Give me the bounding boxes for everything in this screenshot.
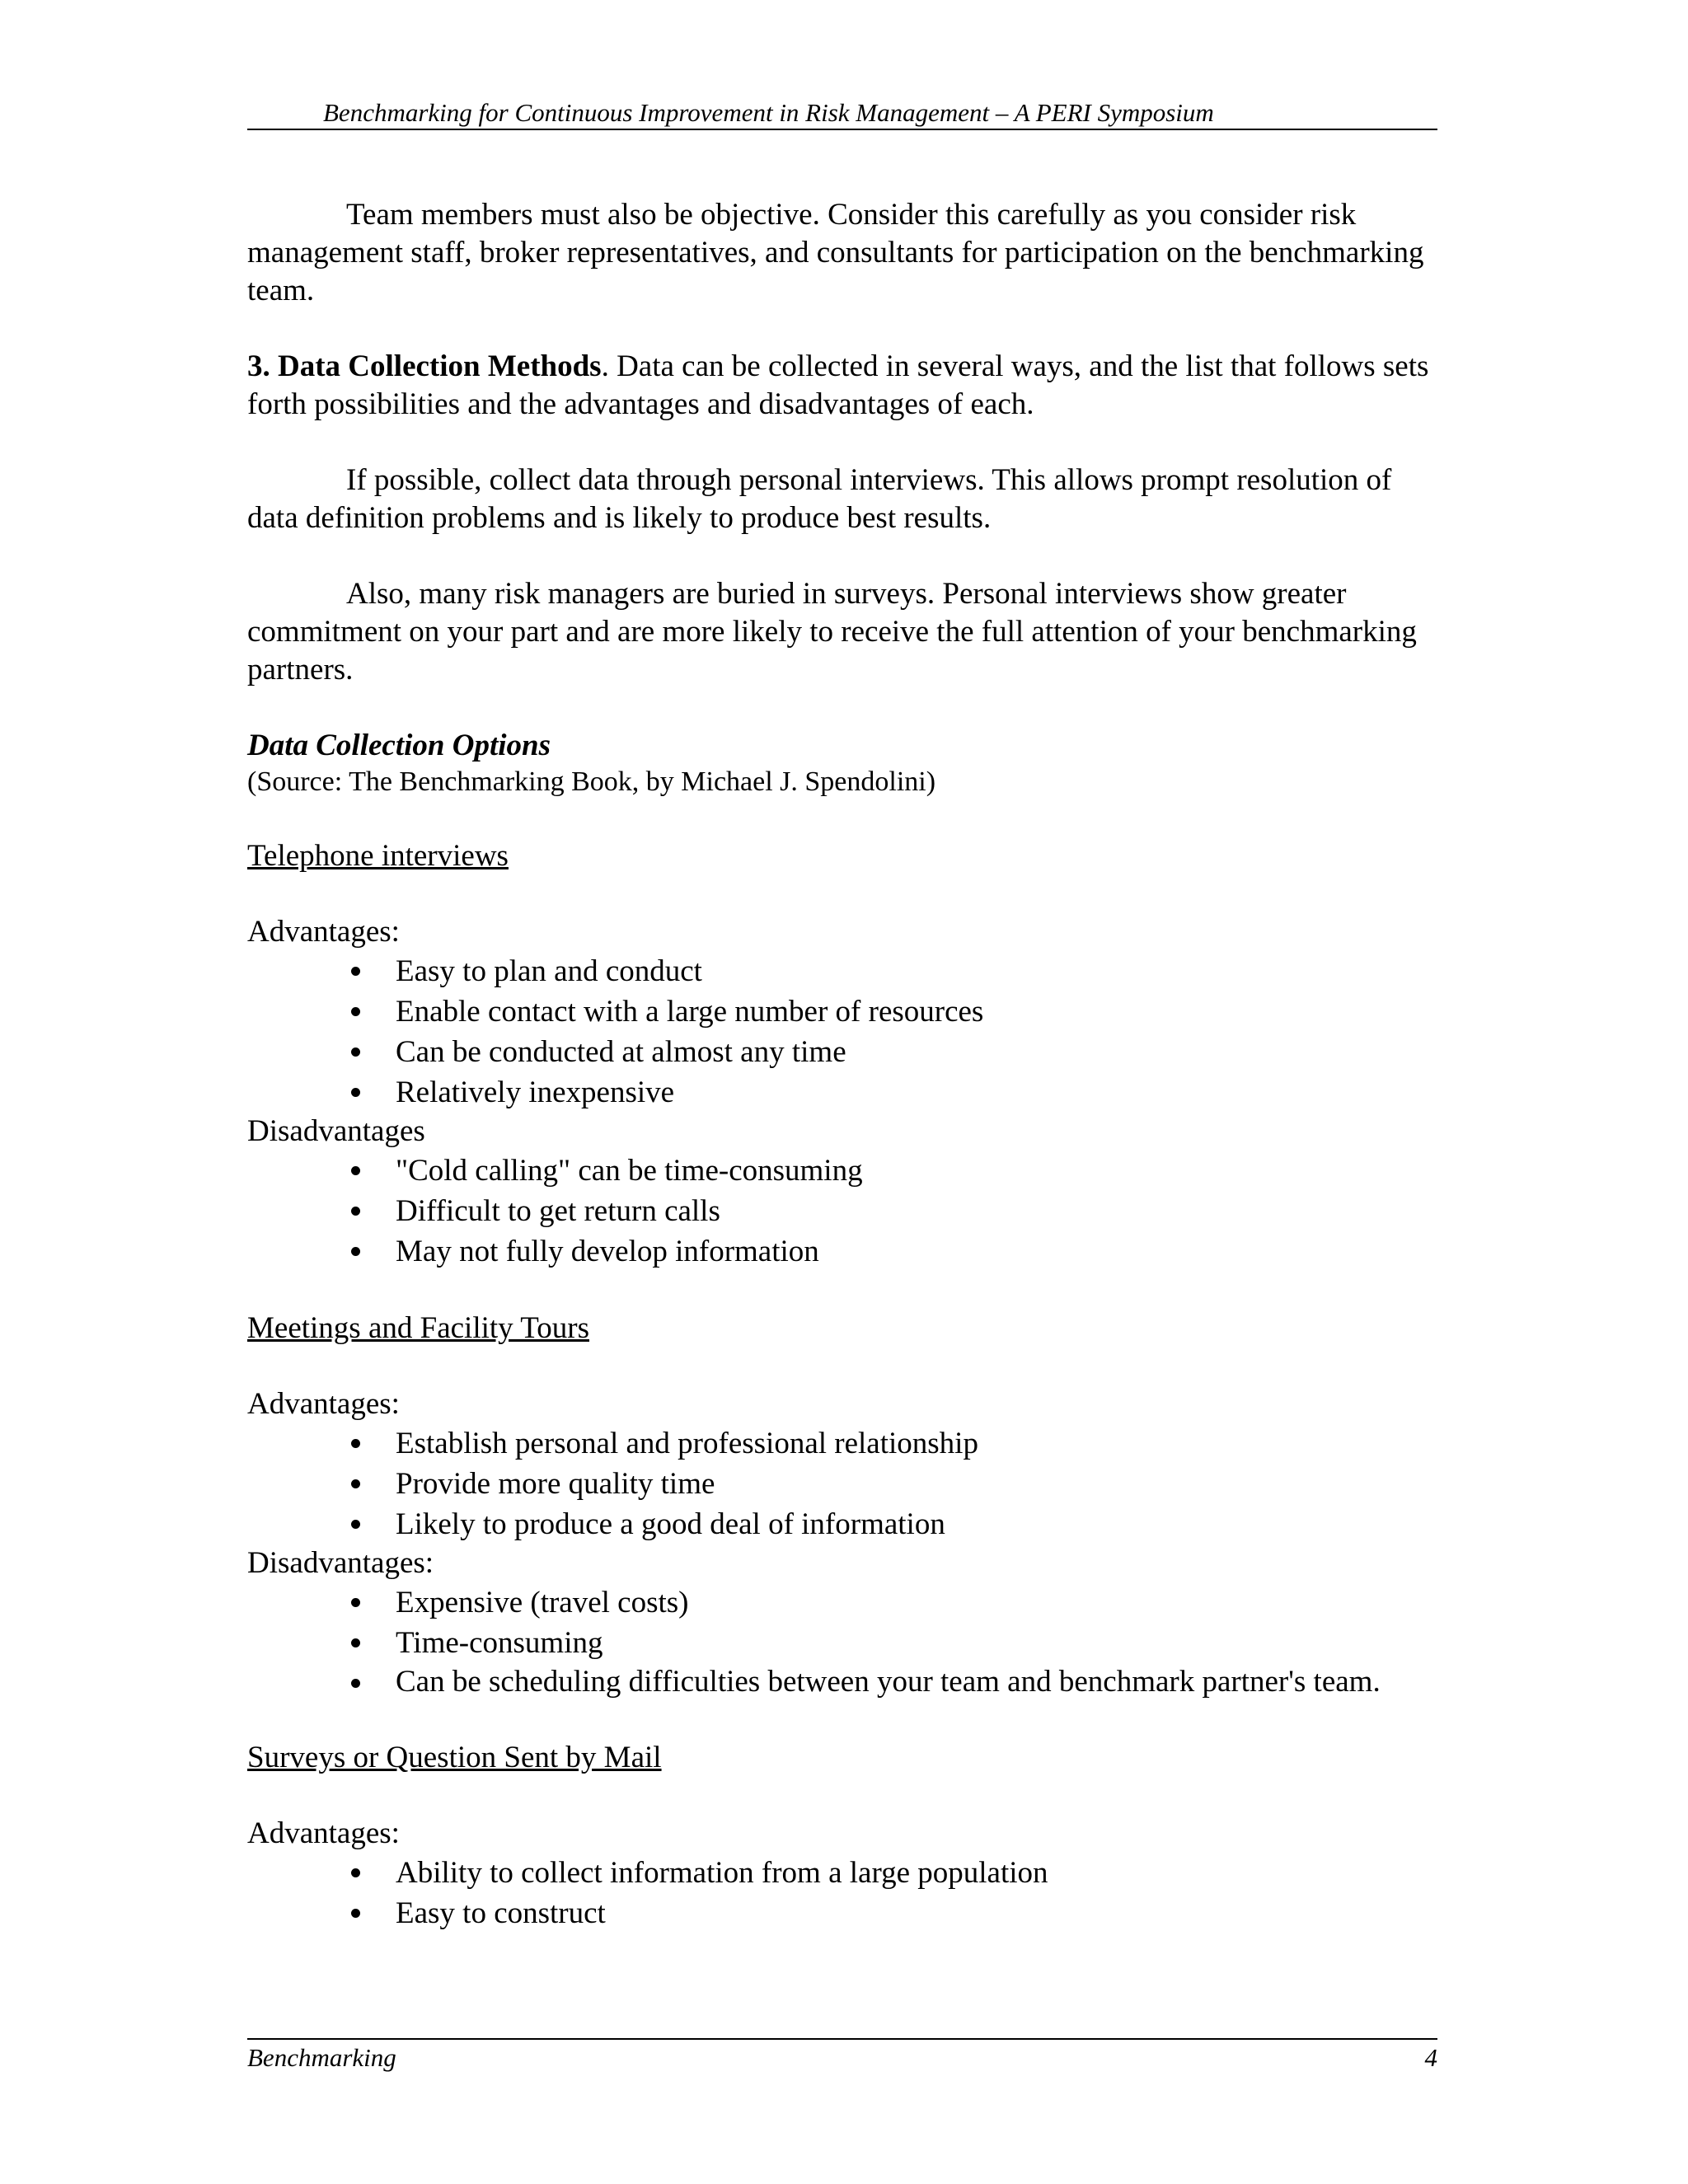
section-text: . Data can be collected in several ways, and the list that follows sets forth possibilities and the advantages and disadvantages of each. — [247, 349, 1429, 421]
list-item: Ability to collect information from a large population — [396, 1856, 1048, 1890]
paragraph-objectivity: Team members must also be objective. Consider this carefully as you consider risk management staff, broker representatives, and consultants for participation on the benchmarking team. — [247, 198, 1424, 307]
disadvantages-label: Disadvantages — [247, 1114, 425, 1148]
list-item: Time-consuming — [396, 1626, 603, 1660]
list-item: Enable contact with a large number of resources — [396, 995, 984, 1029]
advantages-list — [346, 1423, 1437, 1544]
list-item: Easy to construct — [396, 1896, 606, 1930]
advantages-label: Advantages: — [247, 915, 400, 949]
list-item: Expensive (travel costs) — [396, 1586, 689, 1619]
list-item: Can be conducted at almost any time — [396, 1035, 846, 1069]
page-content — [247, 196, 1437, 1933]
paragraph-data-collection-methods — [247, 348, 1437, 424]
advantages-list — [346, 1853, 1437, 1933]
list-item: May not fully develop information — [396, 1235, 819, 1268]
advantages-list — [346, 951, 1437, 1113]
running-footer — [247, 2038, 1437, 2076]
list-item: Relatively inexpensive — [396, 1076, 675, 1109]
list-item: "Cold calling" can be time-consuming — [396, 1154, 863, 1188]
advantages-label: Advantages: — [247, 1816, 400, 1850]
options-source: (Source: The Benchmarking Book, by Michael J. Spendolini) — [247, 766, 936, 797]
method-title: Telephone interviews — [247, 839, 509, 873]
advantages-label: Advantages: — [247, 1387, 400, 1421]
section-heading: 3. Data Collection Methods — [247, 349, 602, 383]
disadvantages-list — [346, 1582, 1437, 1701]
list-item: Difficult to get return calls — [396, 1194, 720, 1228]
paragraph-personal-interviews: If possible, collect data through personal interviews. This allows prompt resolution of data definition problems and is likely to produce best results. — [247, 463, 1392, 535]
paragraph-surveys: Also, many risk managers are buried in surveys. Personal interviews show greater commitment on your part and are more likely to receive the full attention of your benchmarking partners. — [247, 577, 1417, 687]
method-title: Surveys or Question Sent by Mail — [247, 1741, 662, 1774]
disadvantages-label: Disadvantages: — [247, 1546, 434, 1580]
footer-title: Benchmarking — [247, 2043, 396, 2072]
running-header: Benchmarking for Continuous Improvement in Risk Management – A PERI Symposium — [247, 96, 1437, 130]
list-item: Can be scheduling difficulties between your team and benchmark partner's team. — [396, 1665, 1381, 1699]
list-item: Provide more quality time — [396, 1467, 715, 1501]
list-item: Likely to produce a good deal of information — [396, 1507, 945, 1541]
list-item: Easy to plan and conduct — [396, 954, 702, 988]
page-number: 4 — [1424, 2043, 1437, 2072]
method-title: Meetings and Facility Tours — [247, 1311, 589, 1345]
disadvantages-list — [346, 1151, 1437, 1272]
list-item: Establish personal and professional relationship — [396, 1427, 978, 1460]
options-heading: Data Collection Options — [247, 729, 551, 762]
